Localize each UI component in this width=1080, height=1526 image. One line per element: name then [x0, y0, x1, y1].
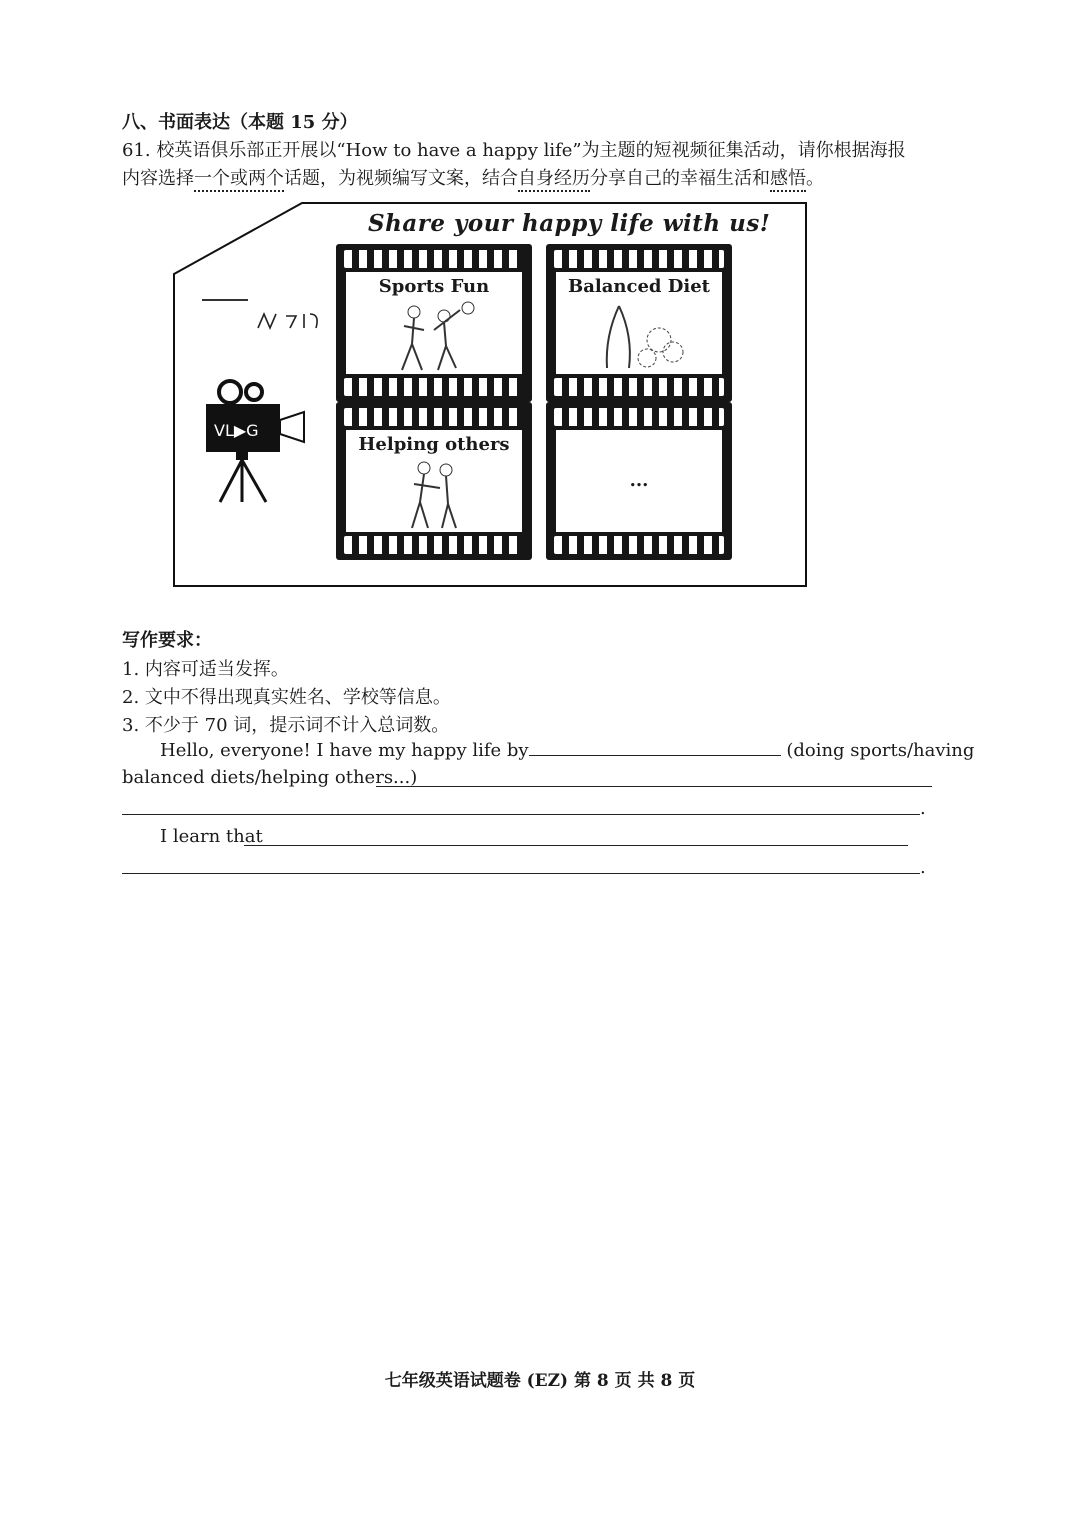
question-line-1: 61. 校英语俱乐部正开展以“How to have a happy life”为主题的短视频征集活动，请你根据海报: [122, 140, 906, 161]
film-panel-sports: [336, 244, 532, 402]
panel-label-helping: Helping others: [358, 434, 510, 455]
prompt2-start: I learn that: [160, 826, 263, 847]
writing-line-1: [160, 739, 974, 761]
vlog-camera-icon: [200, 378, 310, 506]
period-mark: .: [920, 857, 926, 878]
film-screen: [556, 430, 722, 532]
vlog-label: VL▶G: [214, 421, 259, 440]
answer-line-4[interactable]: [244, 845, 908, 846]
requirements-heading: 写作要求：: [122, 630, 212, 651]
prompt-start: Hello, everyone! I have my happy life by: [160, 740, 529, 761]
film-perforation: [554, 250, 724, 268]
answer-line-2[interactable]: [376, 786, 932, 787]
question-line-2: [122, 164, 824, 190]
answer-blank-1[interactable]: [529, 739, 781, 756]
film-perforation: [344, 250, 524, 268]
film-panel-helping: [336, 402, 532, 560]
panel-label-more: ...: [629, 470, 649, 491]
film-screen: [556, 272, 722, 374]
healthy-food-icon: [589, 300, 689, 372]
film-perforation: [554, 536, 724, 554]
q2-emph-experience: 自身经历: [518, 168, 590, 192]
q2-emph-feeling: 感悟: [770, 168, 806, 192]
film-perforation: [344, 536, 524, 554]
film-perforation: [554, 408, 724, 426]
sports-people-icon: [384, 300, 484, 372]
panel-label-sports: Sports Fun: [378, 276, 490, 297]
poster-title: Share your happy life with us!: [368, 210, 771, 237]
q2-g: 。: [806, 168, 824, 189]
film-screen: [346, 430, 522, 532]
answer-line-3[interactable]: [122, 814, 920, 815]
film-perforation: [344, 408, 524, 426]
page-footer: 七年级英语试题卷 (EZ) 第 8 页 共 8 页: [384, 1371, 696, 1391]
requirement-item-1: 1. 内容可适当发挥。: [122, 659, 289, 680]
requirement-item-2: 2. 文中不得出现真实姓名、学校等信息。: [122, 687, 451, 708]
writing-line-4: [160, 826, 263, 847]
section-heading: 八、书面表达（本题 15 分）: [122, 112, 358, 133]
prompt-cont: balanced diets/helping others...): [122, 767, 418, 788]
period-mark: .: [920, 798, 926, 819]
film-perforation: [344, 378, 524, 396]
prompt-hint: (doing sports/having: [786, 740, 975, 761]
answer-line-5[interactable]: [122, 873, 920, 874]
q2-e: 分享自己的幸福生活和: [590, 168, 770, 189]
q2-a: 内容选择: [122, 168, 194, 189]
film-screen: [346, 272, 522, 374]
film-panel-more: [546, 402, 732, 560]
helping-people-icon: [384, 458, 484, 530]
panel-label-diet: Balanced Diet: [568, 276, 710, 297]
requirement-item-3: 3. 不少于 70 词，提示词不计入总词数。: [122, 715, 450, 736]
q2-c: 话题，为视频编写文案，结合: [284, 168, 518, 189]
film-panel-diet: [546, 244, 732, 402]
writing-line-2: [122, 767, 417, 788]
q2-emph-topics: 一个或两个: [194, 168, 284, 192]
film-perforation: [554, 378, 724, 396]
